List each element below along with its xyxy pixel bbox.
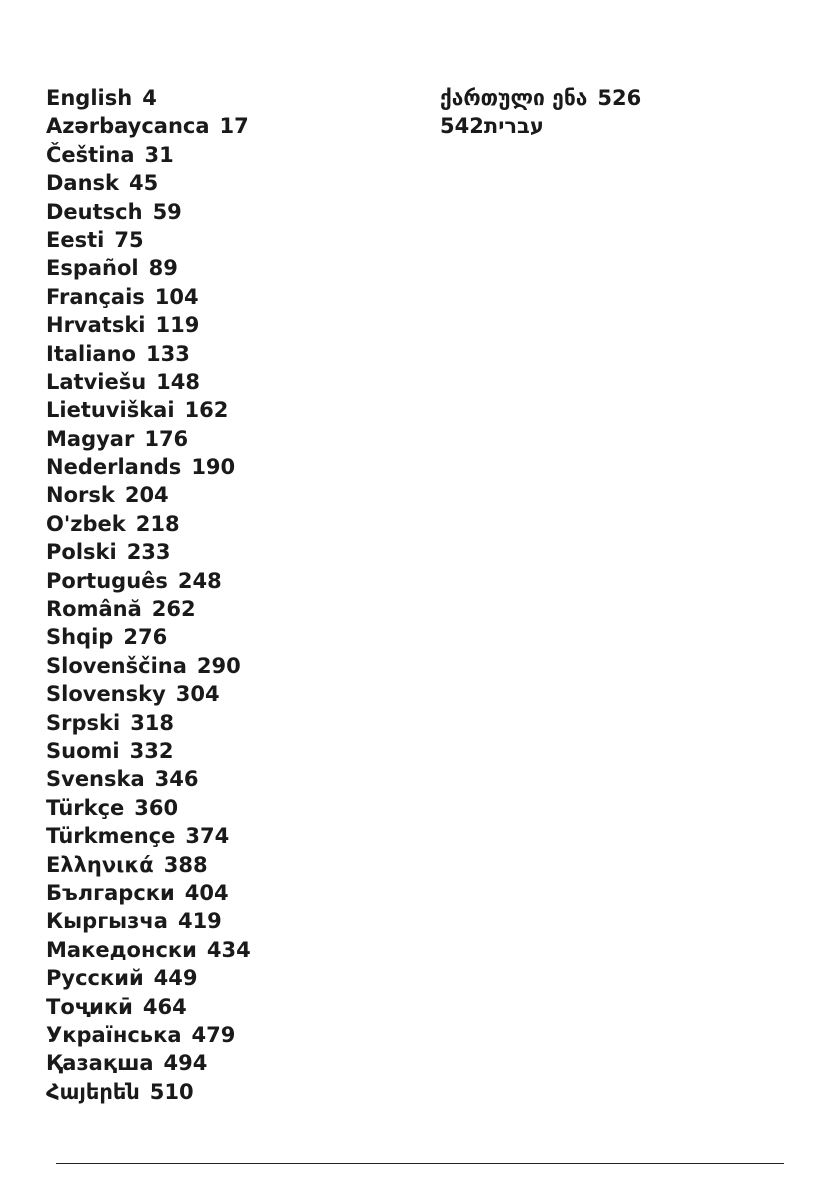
toc-language-name: Тоҷикӣ (46, 994, 133, 1019)
toc-entry (46, 1049, 251, 1077)
toc-entry (46, 680, 251, 708)
toc-page-number: 204 (124, 483, 169, 508)
toc-language-name: Ελληνικά (46, 852, 154, 877)
toc-entry (46, 822, 251, 850)
footer-rule (56, 1163, 784, 1164)
toc-language-name: Български (46, 880, 175, 905)
toc-entry (46, 538, 251, 566)
toc-language-name: Lietuviškai (46, 398, 175, 423)
toc-page-number: 162 (184, 398, 229, 423)
toc-page-number: 119 (155, 313, 200, 338)
toc-page-number: 510 (149, 1079, 194, 1104)
toc-language-name: Türkmençe (46, 824, 176, 849)
toc-entry (46, 226, 251, 254)
toc-entry (46, 254, 251, 282)
toc-language-name: Қазақша (46, 1051, 154, 1076)
toc-page-number: 290 (196, 653, 241, 678)
toc-entry (46, 368, 251, 396)
toc-entry (46, 907, 251, 935)
toc-page-number: 17 (219, 114, 249, 139)
toc-page-number: 218 (135, 511, 180, 536)
toc-language-name: Français (46, 284, 145, 309)
toc-entry (440, 84, 641, 112)
toc-entry (46, 198, 251, 226)
toc-page-number: 75 (114, 227, 144, 252)
toc-page-number: 419 (177, 909, 222, 934)
toc-page-number: 89 (148, 256, 178, 281)
toc-language-name: Suomi (46, 738, 120, 763)
toc-language-name: Latviešu (46, 369, 147, 394)
toc-language-name: ქართული ენა (440, 86, 588, 110)
toc-entry (46, 709, 251, 737)
toc-entry (46, 283, 251, 311)
toc-entry (46, 169, 251, 197)
toc-page-number: 4 (142, 86, 157, 110)
toc-language-name: Español (46, 256, 139, 281)
toc-entry (46, 652, 251, 680)
toc-language-name: Hrvatski (46, 313, 146, 338)
toc-language-name: Dansk (46, 171, 120, 196)
toc-entry (46, 425, 251, 453)
toc-entry (46, 340, 251, 368)
toc-page-number: 104 (154, 284, 199, 309)
toc-entry (440, 112, 641, 140)
toc-page-number: 494 (163, 1051, 208, 1076)
toc-entry (46, 737, 251, 765)
toc-entry (46, 936, 251, 964)
toc-language-name: עברית (483, 114, 544, 139)
toc-left-column (46, 84, 251, 1106)
toc-entry (46, 396, 251, 424)
toc-language-name: Română (46, 597, 142, 622)
toc-page-number: 262 (151, 597, 196, 622)
toc-entry (46, 84, 251, 112)
toc-entry (46, 481, 251, 509)
toc-language-name: O'zbek (46, 511, 126, 536)
toc-page-number: 526 (597, 86, 642, 110)
toc-page-number: 318 (130, 710, 175, 735)
toc-page-number: 479 (191, 1022, 236, 1047)
toc-entry (46, 1021, 251, 1049)
toc-entry (46, 879, 251, 907)
toc-page-number: 449 (153, 966, 198, 991)
toc-language-name: Srpski (46, 710, 121, 735)
toc-page-number: 45 (129, 171, 159, 196)
toc-language-name: Кыргызча (46, 909, 168, 934)
toc-language-name: Nederlands (46, 455, 182, 480)
toc-page-number: 542 (440, 114, 484, 139)
toc-language-name: Azərbaycanca (46, 114, 210, 139)
toc-language-name: Türkçe (46, 795, 125, 820)
toc-entry (46, 794, 251, 822)
toc-page-number: 346 (154, 767, 199, 792)
toc-entry (46, 1078, 251, 1106)
toc-language-name: Shqip (46, 625, 114, 650)
toc-language-name: Norsk (46, 483, 115, 508)
toc-language-name: Slovenščina (46, 653, 187, 678)
toc-entry (46, 567, 251, 595)
toc-entry (46, 964, 251, 992)
toc-page-number: 31 (144, 142, 174, 167)
toc-language-name: Magyar (46, 426, 135, 451)
toc-entry (46, 311, 251, 339)
toc-page-number: 133 (145, 341, 190, 366)
toc-entry (46, 595, 251, 623)
toc-page-number: 332 (129, 738, 174, 763)
toc-entry (46, 141, 251, 169)
toc-language-name: Українська (46, 1022, 182, 1047)
toc-page-number: 190 (191, 455, 236, 480)
toc-entry (46, 765, 251, 793)
toc-entry (46, 112, 251, 140)
toc-language-name: Polski (46, 540, 117, 565)
toc-page-number: 176 (144, 426, 189, 451)
toc-page-number: 248 (177, 568, 222, 593)
toc-page-number: 233 (126, 540, 171, 565)
toc-right-column (440, 84, 641, 141)
toc-page-number: 464 (142, 994, 187, 1019)
toc-language-name: Italiano (46, 341, 136, 366)
toc-language-name: Čeština (46, 142, 135, 167)
toc-language-name: Русский (46, 966, 144, 991)
toc-entry (46, 453, 251, 481)
toc-language-name: Slovensky (46, 682, 166, 707)
toc-page-number: 59 (152, 199, 182, 224)
toc-entry (46, 993, 251, 1021)
toc-entry (46, 623, 251, 651)
toc-entry (46, 851, 251, 879)
toc-page-number: 434 (206, 937, 251, 962)
toc-page-number: 148 (156, 369, 201, 394)
toc-language-name: Svenska (46, 767, 145, 792)
toc-language-name: Македонски (46, 937, 197, 962)
toc-language-name: English (46, 86, 133, 110)
toc-language-name: Deutsch (46, 199, 143, 224)
toc-language-name: Eesti (46, 227, 105, 252)
toc-language-name: Português (46, 568, 168, 593)
toc-page-number: 388 (163, 852, 208, 877)
toc-page-number: 404 (184, 880, 229, 905)
toc-language-name: Հայերեն (46, 1079, 140, 1104)
toc-page-number: 360 (134, 795, 179, 820)
toc-page-number: 276 (123, 625, 168, 650)
toc-page-number: 304 (175, 682, 220, 707)
toc-page-number: 374 (185, 824, 230, 849)
toc-entry (46, 510, 251, 538)
